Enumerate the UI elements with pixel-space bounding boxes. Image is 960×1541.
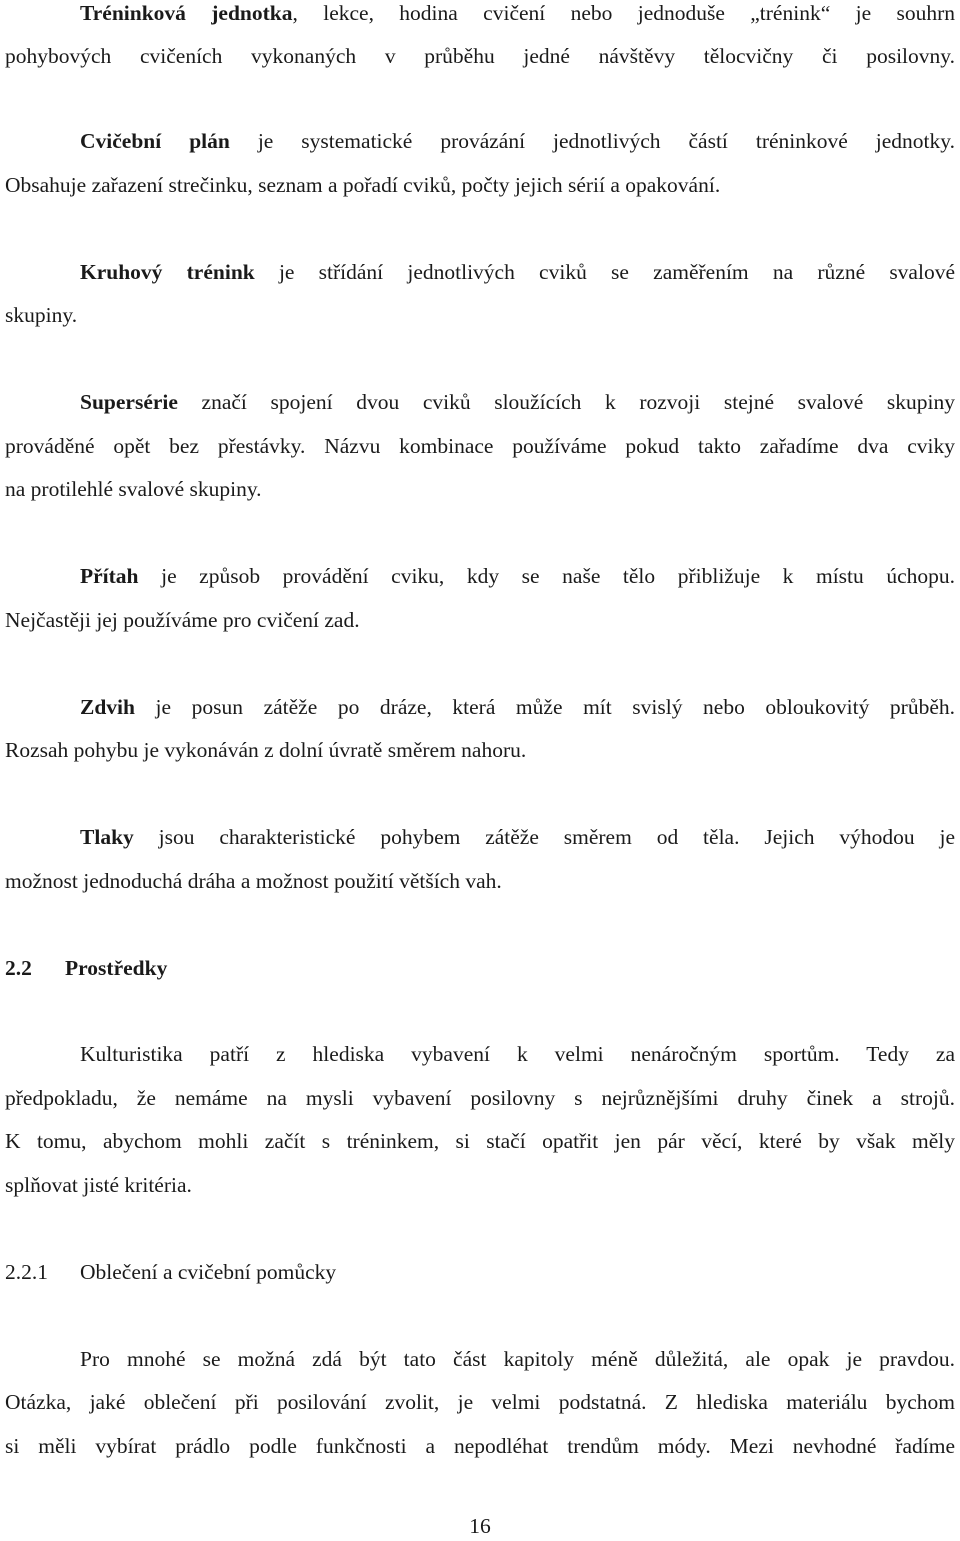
subsection-title: Oblečení a cvičební pomůcky	[80, 1260, 337, 1284]
paragraph-line: K tomu, abychom mohli začít s tréninkem, si stačí opatřit jen pár věcí, které by však měly	[5, 1129, 955, 1153]
paragraph-text: je způsob provádění cviku, kdy se naše tělo přibližuje k místu úchopu.	[138, 564, 955, 588]
paragraph-line	[80, 257, 955, 287]
paragraph-line: skupiny.	[5, 303, 78, 327]
term-label: Tlaky	[80, 825, 134, 849]
paragraph-line: pohybových cvičeních vykonaných v průběhu jedné návštěvy tělocvičny či posilovny.	[5, 44, 955, 68]
paragraph-text: , lekce, hodina cvičení nebo jednoduše „trénink“ je souhrn	[292, 1, 955, 25]
term-label: Supersérie	[80, 390, 178, 414]
paragraph-line	[80, 692, 955, 722]
section-heading	[5, 953, 955, 983]
paragraph-line: Kulturistika patří z hlediska vybavení k velmi nenáročným sportům. Tedy za	[80, 1042, 955, 1066]
paragraph-text: je systematické provázání jednotlivých částí tréninkové jednotky.	[229, 129, 955, 153]
paragraph-text: je střídání jednotlivých cviků se zaměřením na různé svalové	[254, 260, 955, 284]
subsection-heading	[5, 1257, 955, 1287]
term-label: Zdvih	[80, 695, 135, 719]
paragraph-line: předpokladu, že nemáme na mysli vybavení posilovny s nejrůznějšími druhy činek a strojů.	[5, 1086, 955, 1110]
paragraph-line: splňovat jisté kritéria.	[5, 1173, 192, 1197]
paragraph-text: jsou charakteristické pohybem zátěže směrem od těla. Jejich výhodou je	[133, 825, 955, 849]
document-page	[5, 0, 955, 1537]
paragraph-line: prováděné opět bez přestávky. Názvu kombinace používáme pokud takto zařadíme dva cviky	[5, 434, 955, 458]
paragraph-line: Otázka, jaké oblečení při posilování zvolit, je velmi podstatná. Z hlediska materiálu bychom	[5, 1390, 955, 1414]
paragraph-line: Nejčastěji jej používáme pro cvičení zad.	[5, 608, 360, 632]
paragraph-text: je posun zátěže po dráze, která může mít svislý nebo obloukovitý průběh.	[134, 695, 955, 719]
term-label: Cvičební plán	[80, 129, 230, 153]
paragraph-line	[80, 822, 955, 852]
paragraph-text: značí spojení dvou cviků sloužících k rozvoji stejné svalové skupiny	[177, 390, 955, 414]
term-label: Kruhový trénink	[80, 260, 255, 284]
paragraph-line: Rozsah pohybu je vykonáván z dolní úvratě směrem nahoru.	[5, 738, 527, 762]
term-label: Tréninková jednotka	[80, 1, 293, 25]
paragraph-line	[80, 126, 955, 156]
section-title: Prostředky	[65, 956, 168, 980]
paragraph-line	[80, 0, 955, 28]
paragraph-line	[80, 387, 955, 417]
section-number: 2.2	[5, 956, 32, 980]
term-label: Přítah	[80, 564, 139, 588]
paragraph-line: Obsahuje zařazení strečinku, seznam a pořadí cviků, počty jejich sérií a opakování.	[5, 173, 721, 197]
page-number: 16	[469, 1514, 491, 1538]
subsection-number: 2.2.1	[5, 1260, 48, 1284]
paragraph-line: možnost jednoduchá dráha a možnost použití větších vah.	[5, 869, 502, 893]
paragraph-line: na protilehlé svalové skupiny.	[5, 477, 262, 501]
paragraph-line	[80, 561, 955, 591]
paragraph-line: Pro mnohé se možná zdá být tato část kapitoly méně důležitá, ale opak je pravdou.	[80, 1347, 955, 1371]
paragraph-line: si měli vybírat prádlo podle funkčnosti a nepodléhat trendům módy. Mezi nevhodné řadíme	[5, 1434, 955, 1458]
